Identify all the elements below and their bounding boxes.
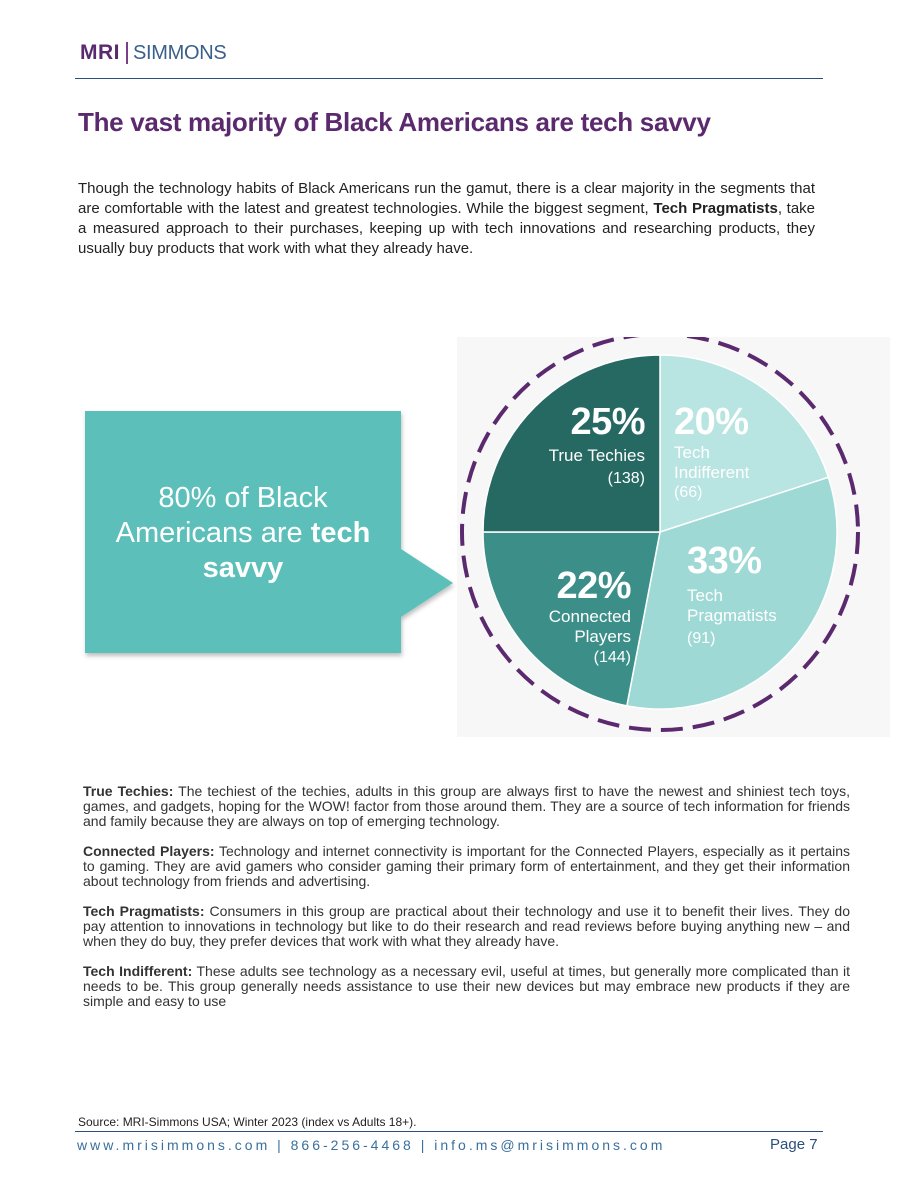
definition-term: True Techies:: [83, 783, 174, 799]
callout-line-2: Americans are: [115, 517, 311, 549]
callout-text: [99, 481, 387, 586]
definition-text: The techiest of the techies, adults in this group are always first to have the newest and shiniest tech toys, games, and gadgets, hoping for the WOW! factor from those around them. They are a source of tech information for friends and family because they are always on top of emerging technology.: [83, 783, 851, 829]
definition-term: Tech Indifferent:: [83, 963, 193, 979]
slice-label-connected-players-name: [500, 607, 631, 647]
slice-label-connected-players-count: (144): [593, 649, 631, 666]
slice-label-tech-pragmatists-name: [687, 586, 777, 626]
slice-name-line: Tech: [687, 586, 723, 605]
definition-text: Consumers in this group are practical about their technology and use it to benefit their lives. They do pay attention to innovations in technology but like to do their research and read reviews before buying anything new – and when they do buy, they prefer devices that work with what they already have.: [83, 903, 850, 949]
slice-name-line: Connected: [548, 607, 631, 626]
intro-text-1: Though the technology habits of Black Americans run the gamut, there is a clear majority in the segments that are comfortable with the latest and greatest technologies. While the biggest segment,: [78, 180, 815, 217]
pie-slice-true-techies: [483, 355, 660, 532]
logo-simmons-text: SIMMONS: [133, 41, 227, 64]
definition-term: Connected Players:: [83, 843, 215, 859]
intro-paragraph: [78, 179, 815, 259]
slice-name-line: Tech: [674, 443, 710, 462]
intro-bold-term: Tech Pragmatists: [653, 200, 778, 217]
source-note: Source: MRI-Simmons USA; Winter 2023 (index vs Adults 18+).: [78, 1115, 417, 1129]
callout-bold-1: tech: [310, 517, 371, 549]
slice-name-line: Indifferent: [674, 463, 750, 482]
callout-box: [85, 411, 453, 653]
logo-divider: [126, 42, 128, 64]
callout-bold-2: savvy: [202, 552, 284, 584]
slice-label-true-techies-name: True Techies: [548, 446, 645, 465]
slice-name-line: Players: [574, 627, 631, 646]
company-logo: [80, 40, 226, 66]
definition-text: Technology and internet connectivity is important for the Connected Players, especially as it pertains to gaming. They are avid gamers who consider gaming their primary form of entertainment, and they get their information about technology from friends and advertising.: [83, 843, 850, 889]
definition-connected-players: [83, 844, 850, 889]
pie-chart: [457, 337, 890, 737]
footer-contact-info: www.mrisimmons.com | 866-256-4468 | info.ms@mrisimmons.com: [77, 1137, 666, 1153]
slice-label-true-techies-count: (138): [607, 470, 645, 487]
intro-text-2: , take a measured approach to their purchases, keeping up with tech innovations and researching products, they usually buy products that work with what they already have.: [78, 200, 816, 257]
definition-text: These adults see technology as a necessary evil, useful at times, but generally more complicated than it needs to be. This group generally needs assistance to use their new devices but may embrace new products if they are simple and easy to use: [83, 963, 850, 1009]
page-title: The vast majority of Black Americans are tech savvy: [78, 107, 711, 137]
definition-tech-pragmatists: [83, 904, 850, 949]
slice-label-connected-players-pct: 22%: [556, 565, 631, 607]
definition-tech-indifferent: [83, 964, 850, 1009]
slice-label-tech-indifferent-count: (66): [674, 484, 703, 501]
slice-name-line: Pragmatists: [687, 606, 777, 625]
slice-label-tech-pragmatists-pct: 33%: [687, 540, 762, 582]
definition-true-techies: [83, 784, 850, 829]
definition-term: Tech Pragmatists:: [83, 903, 205, 919]
header-divider: [75, 78, 823, 79]
slice-label-tech-indifferent-name: [674, 443, 749, 483]
page-number: Page 7: [770, 1136, 818, 1153]
logo-mri-text: MRI: [80, 41, 120, 64]
callout-line-1: 80% of Black: [158, 482, 328, 514]
footer-divider: [75, 1131, 823, 1132]
slice-label-true-techies-pct: 25%: [570, 401, 645, 443]
slice-label-tech-pragmatists-count: (91): [687, 630, 716, 647]
slice-label-tech-indifferent-pct: 20%: [674, 401, 749, 443]
